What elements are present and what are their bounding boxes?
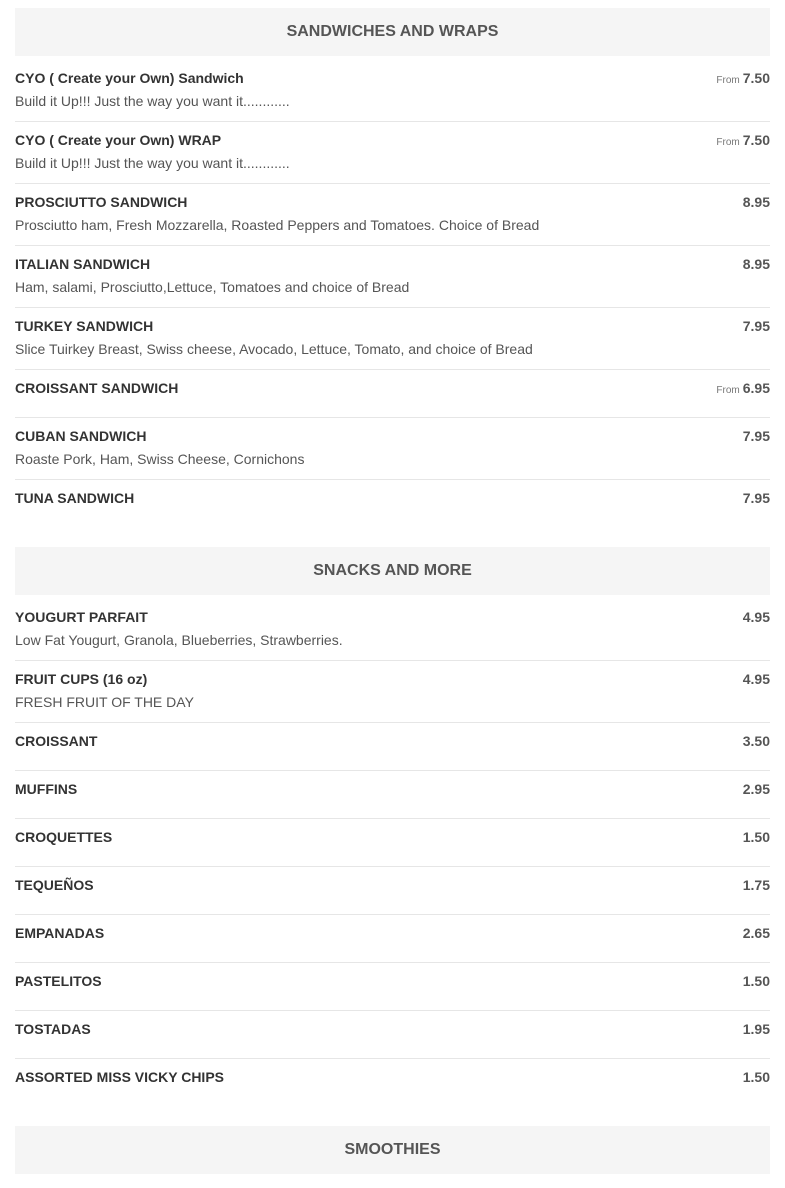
item-price <box>743 256 770 272</box>
item-price <box>743 925 770 941</box>
item-price <box>743 1021 770 1037</box>
item-price <box>743 490 770 506</box>
menu-item[interactable] <box>15 1059 770 1106</box>
item-price <box>743 318 770 334</box>
item-description: FRESH FRUIT OF THE DAY <box>15 694 194 710</box>
item-price <box>716 132 770 151</box>
price-value: 4.95 <box>742 671 770 687</box>
item-price <box>743 781 770 797</box>
menu-item[interactable] <box>15 661 770 723</box>
item-name: MUFFINS <box>15 781 78 797</box>
menu-item[interactable] <box>15 915 770 963</box>
price-value: 7.50 <box>742 132 770 148</box>
price-value: 7.95 <box>742 490 770 506</box>
item-description: Low Fat Yougurt, Granola, Blueberries, Strawberries. <box>15 632 343 648</box>
price-value: 2.65 <box>742 925 770 941</box>
item-description: Build it Up!!! Just the way you want it............ <box>15 93 290 109</box>
item-description: Ham, salami, Prosciutto,Lettuce, Tomatoes and choice of Bread <box>15 279 410 295</box>
item-price <box>716 380 770 399</box>
price-value: 1.95 <box>742 1021 770 1037</box>
item-description: Build it Up!!! Just the way you want it............ <box>15 155 290 171</box>
item-name: ITALIAN SANDWICH <box>15 256 151 272</box>
menu-item[interactable] <box>15 184 770 246</box>
section-header: SMOOTHIES <box>15 1126 770 1174</box>
price-from-label: From <box>716 137 740 148</box>
menu-item[interactable] <box>15 308 770 370</box>
price-value: 7.95 <box>742 428 770 444</box>
item-name: PROSCIUTTO SANDWICH <box>15 194 188 210</box>
item-price <box>743 428 770 444</box>
item-name: CROISSANT <box>15 733 98 749</box>
menu-item[interactable] <box>15 867 770 915</box>
price-value: 7.95 <box>742 318 770 334</box>
item-price <box>743 973 770 989</box>
item-price <box>743 609 770 625</box>
menu-item[interactable] <box>15 819 770 867</box>
price-from-label: From <box>716 75 740 86</box>
menu-item[interactable] <box>15 723 770 771</box>
item-name: EMPANADAS <box>15 925 105 941</box>
price-value: 1.50 <box>742 973 770 989</box>
menu-item[interactable] <box>15 246 770 308</box>
menu-item[interactable] <box>15 480 770 527</box>
item-name: CROQUETTES <box>15 829 113 845</box>
item-name: ASSORTED MISS VICKY CHIPS <box>15 1069 225 1085</box>
item-price <box>743 671 770 687</box>
menu-item[interactable] <box>15 418 770 480</box>
price-from-label: From <box>716 385 740 396</box>
price-value: 3.50 <box>742 733 770 749</box>
item-price <box>716 70 770 89</box>
price-value: 6.95 <box>742 380 770 396</box>
menu-item[interactable] <box>15 1011 770 1059</box>
item-name: TOSTADAS <box>15 1021 91 1037</box>
item-price <box>743 194 770 210</box>
price-value: 2.95 <box>742 781 770 797</box>
item-name: CYO ( Create your Own) Sandwich <box>15 70 244 86</box>
section-items <box>15 56 770 527</box>
section-header: SANDWICHES AND WRAPS <box>15 8 770 56</box>
price-value: 1.75 <box>742 877 770 893</box>
price-value: 1.50 <box>742 1069 770 1085</box>
item-description: Roaste Pork, Ham, Swiss Cheese, Cornichons <box>15 451 305 467</box>
price-value: 7.50 <box>742 70 770 86</box>
item-description: Slice Tuirkey Breast, Swiss cheese, Avocado, Lettuce, Tomato, and choice of Bread <box>15 341 533 357</box>
item-price <box>743 829 770 845</box>
menu-item[interactable] <box>15 771 770 819</box>
menu-item[interactable] <box>15 122 770 184</box>
item-price <box>743 877 770 893</box>
item-price <box>743 1069 770 1085</box>
price-value: 4.95 <box>742 609 770 625</box>
item-name: PASTELITOS <box>15 973 102 989</box>
item-name: TEQUEÑOS <box>15 877 94 893</box>
menu-item[interactable] <box>15 963 770 1011</box>
menu-item[interactable] <box>15 370 770 418</box>
item-name: CYO ( Create your Own) WRAP <box>15 132 222 148</box>
item-name: FRUIT CUPS (16 oz) <box>15 671 148 687</box>
item-description: Prosciutto ham, Fresh Mozzarella, Roasted Peppers and Tomatoes. Choice of Bread <box>15 217 540 233</box>
item-name: TURKEY SANDWICH <box>15 318 154 334</box>
item-name: YOUGURT PARFAIT <box>15 609 148 625</box>
menu-item[interactable] <box>15 70 770 122</box>
item-price <box>743 733 770 749</box>
section-header: SNACKS AND MORE <box>15 547 770 595</box>
price-value: 8.95 <box>742 194 770 210</box>
price-value: 1.50 <box>742 829 770 845</box>
item-name: CROISSANT SANDWICH <box>15 380 179 396</box>
menu-item[interactable] <box>15 609 770 661</box>
section-items <box>15 595 770 1106</box>
item-name: CUBAN SANDWICH <box>15 428 147 444</box>
item-name: TUNA SANDWICH <box>15 490 135 506</box>
price-value: 8.95 <box>742 256 770 272</box>
section-items <box>15 1174 770 1188</box>
